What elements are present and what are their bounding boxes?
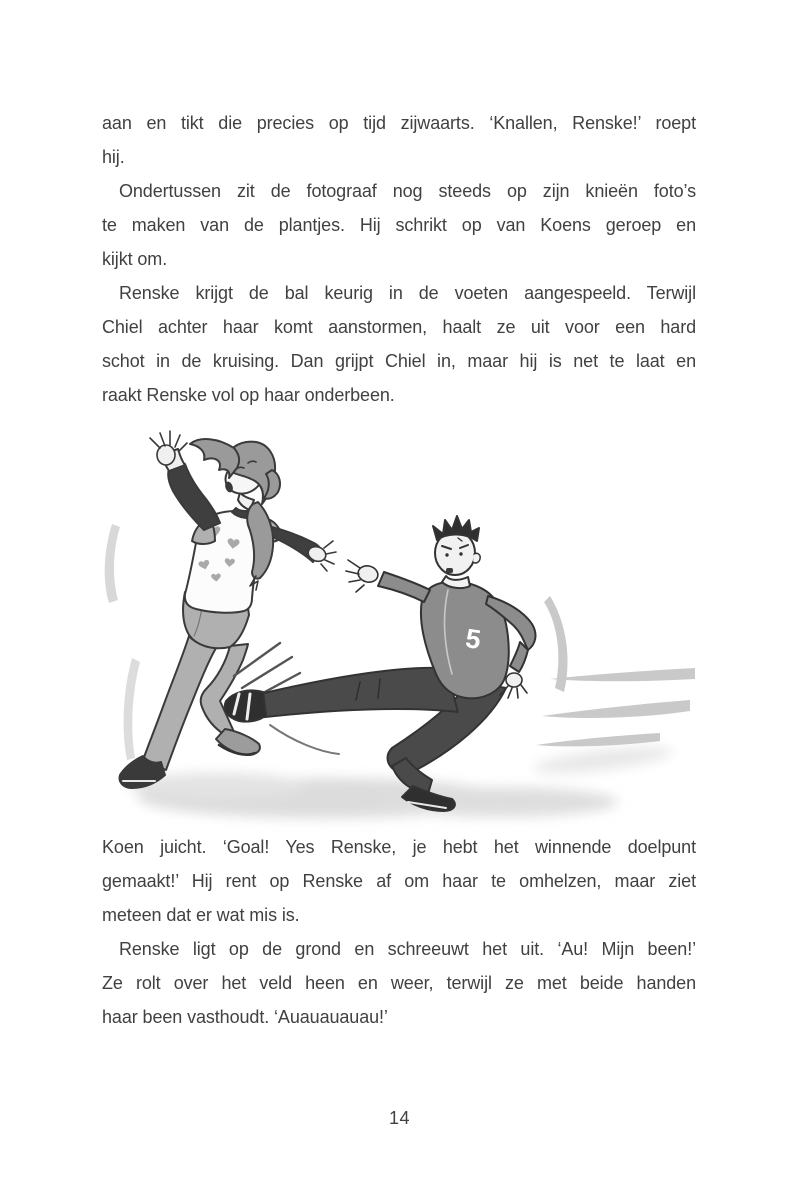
boy-mouth (446, 568, 453, 573)
paragraph (102, 174, 696, 276)
boy-tackle-shoe (225, 690, 266, 721)
text-block-bottom (102, 830, 696, 1034)
text-line: meteen dat er wat mis is. (102, 905, 300, 925)
illustration-tackle-scene (98, 430, 704, 832)
text-line: raakt Renske vol op haar onderbeen. (102, 385, 395, 405)
paragraph (102, 932, 696, 1034)
text-line: Koen juicht. ‘Goal! Yes Renske, je hebt het winnende doelpunt (102, 837, 696, 857)
text-line: haar been vasthoudt. ‘Auauauauau!’ (102, 1007, 388, 1027)
text-line: te maken van de plantjes. Hij schrikt op van Koens geroep en (102, 215, 696, 235)
girl-right-shoe (216, 729, 260, 755)
girl-head (190, 439, 280, 504)
girl-raised-arm (168, 464, 220, 530)
text-line: gemaakt!’ Hij rent op Renske af om haar te omhelzen, maar ziet (102, 871, 696, 891)
text-line: aan en tikt die precies op tijd zijwaarts. ‘Knallen, Renske!’ roept (102, 113, 696, 133)
paragraph (102, 106, 696, 174)
ground-swoosh (270, 725, 339, 754)
text-line: Ondertussen zit de fotograaf nog steeds op zijn knieën foto’s (119, 181, 696, 201)
boy-hand-out (346, 560, 380, 592)
text-line: schot in de kruising. Dan grijpt Chiel in, maar hij is net te laat en (102, 351, 696, 371)
text-line: Renske ligt op de grond en schreeuwt het uit. ‘Au! Mijn been!’ (119, 939, 696, 959)
boy-head (433, 516, 480, 575)
text-line: Chiel achter haar komt aanstormen, haalt ze uit voor een hard (102, 317, 696, 337)
text-block-top (102, 106, 696, 412)
boy-extended-arm (378, 572, 430, 602)
text-line: hij. (102, 147, 125, 167)
jersey-number: 5 (463, 623, 483, 655)
text-line: kijkt om. (102, 249, 168, 269)
paragraph (102, 276, 696, 412)
girl-hair-strands (190, 439, 239, 478)
text-line: Ze rolt over het veld heen en weer, terwijl ze met beide handen (102, 973, 696, 993)
girl-figure (120, 431, 339, 788)
paragraph (102, 830, 696, 932)
text-line: Renske krijgt de bal keurig in de voeten aangespeeld. Terwijl (119, 283, 696, 303)
page-number: 14 (388, 1108, 411, 1128)
